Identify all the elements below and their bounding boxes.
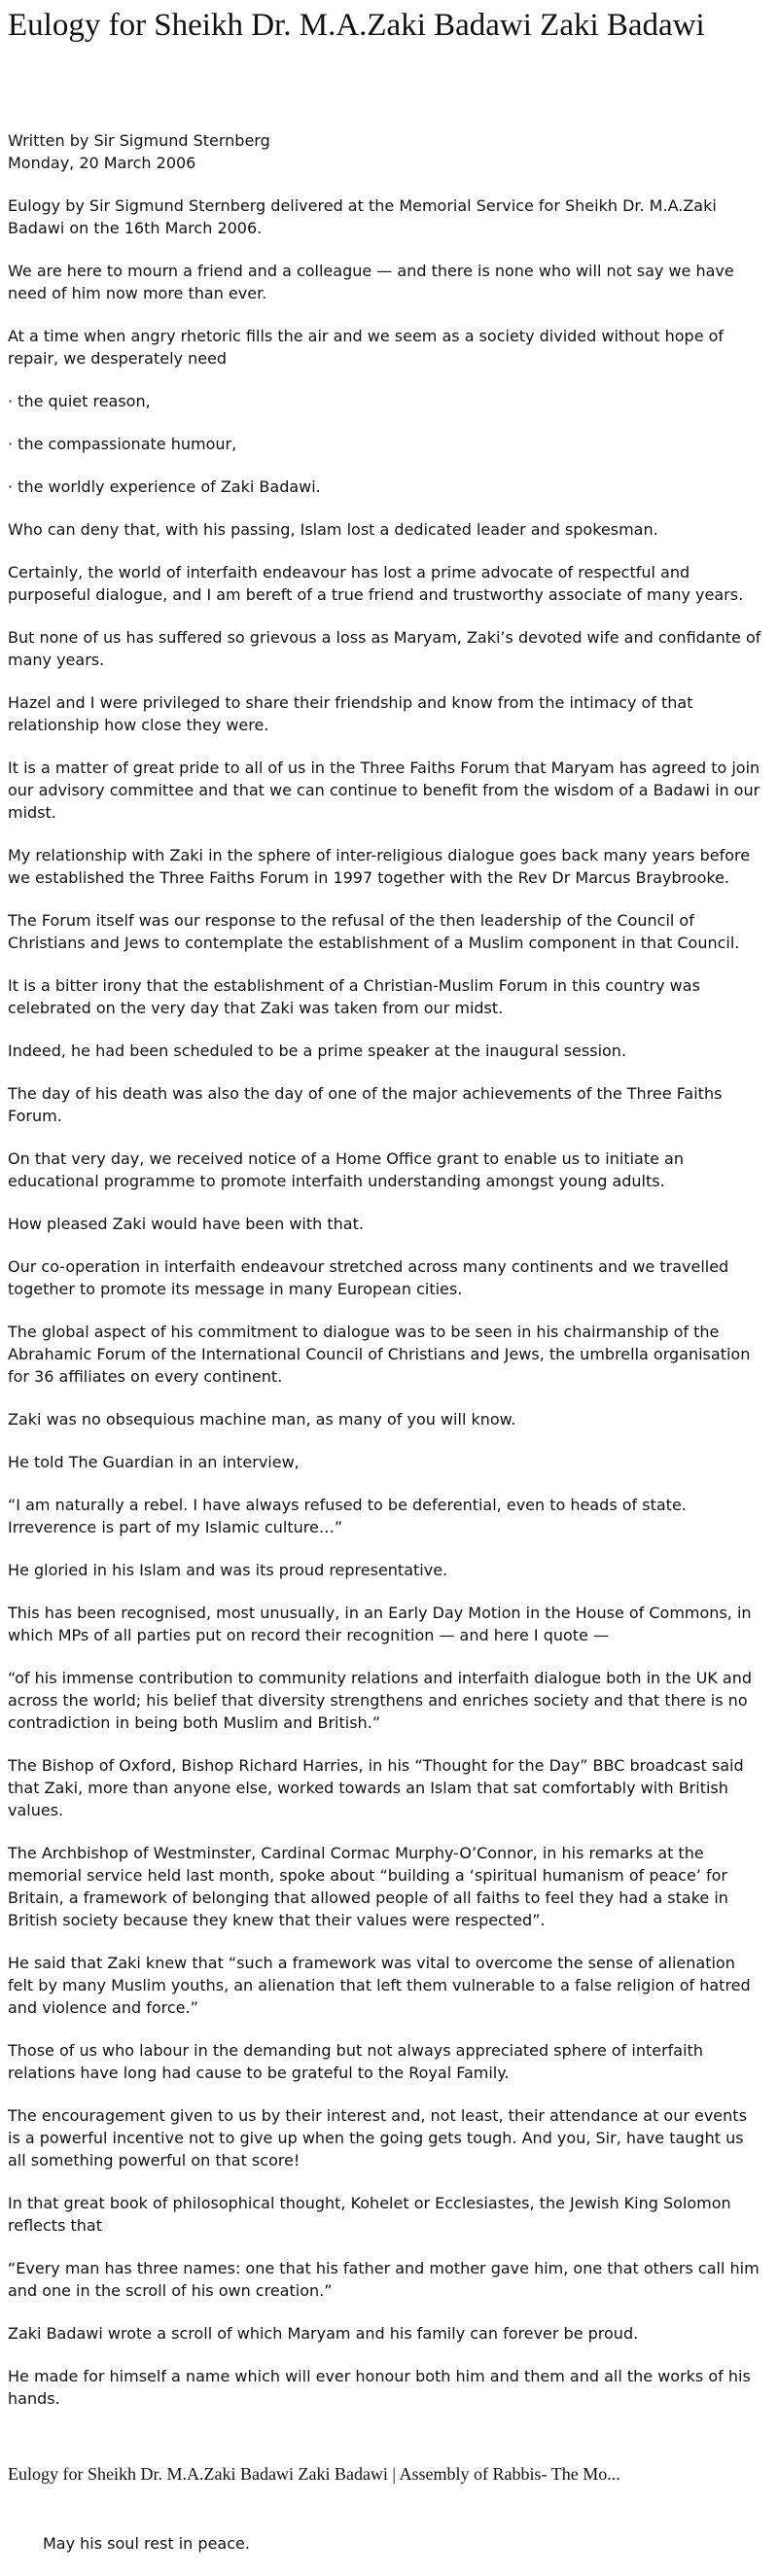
list-item: · the compassionate humour,	[8, 435, 237, 453]
paragraph: Indeed, he had been scheduled to be a prime speaker at the inaugural session.	[8, 1041, 627, 1060]
list-item: · the quiet reason,	[8, 392, 151, 410]
paragraph: He made for himself a name which will ever honour both him and them and all the works of his hands.	[8, 2367, 751, 2408]
paragraph: He said that Zaki knew that “such a framework was vital to overcome the sense of alienation felt by many Muslim youths, an alienation that left them vulnerable to a false religion of hatred and violence and force.”	[8, 1954, 751, 2017]
paragraph: It is a bitter irony that the establishment of a Christian-Muslim Forum in this country was celebrated on the very day that Zaki was taken from our midst.	[8, 976, 700, 1017]
paragraph: Who can deny that, with his passing, Islam lost a dedicated leader and spokesman.	[8, 520, 658, 539]
quotation: “Every man has three names: one that his father and mother gave him, one that others call him and one in the scroll of his own creation.”	[8, 2259, 760, 2300]
paragraph: The encouragement given to us by their interest and, not least, their attendance at our events is a powerful incentive not to give up when the going gets tough. And you, Sir, have taught us all something powerful on that score!	[8, 2106, 747, 2170]
list-item: · the worldly experience of Zaki Badawi.	[8, 477, 321, 496]
paragraph: This has been recognised, most unusually, in an Early Day Motion in the House of Commons, in which MPs of all parties put on record their recognition — and here I quote —	[8, 1604, 752, 1644]
paragraph: But none of us has suffered so grievous a loss as Maryam, Zaki’s devoted wife and confidante of many years.	[8, 628, 761, 669]
paragraph: The Bishop of Oxford, Bishop Richard Harries, in his “Thought for the Day” BBC broadcast said that Zaki, more than anyone else, worked towards an Islam that sat comfortably with British values.	[8, 1756, 744, 1819]
paragraph: We are here to mourn a friend and a colleague — and there is none who will not say we have need of him now more than ever.	[8, 262, 734, 302]
paragraph: He gloried in his Islam and was its proud representative.	[8, 1561, 448, 1579]
paragraph: How pleased Zaki would have been with that.	[8, 1215, 364, 1233]
paragraph: In that great book of philosophical thought, Kohelet or Ecclesiastes, the Jewish King Solomon reflects that	[8, 2194, 731, 2235]
paragraph: Certainly, the world of interfaith endeavour has lost a prime advocate of respectful and purposeful dialogue, and I am bereft of a true friend and trustworthy associate of many years.	[8, 563, 744, 604]
paragraph: The Forum itself was our response to the refusal of the then leadership of the Council of Christians and Jews to contemplate the establishment of a Muslim component in that Council.	[8, 911, 740, 952]
article-meta	[8, 129, 762, 174]
paragraph: At a time when angry rhetoric fills the air and we seem as a society divided without hope of repair, we desperately need	[8, 327, 725, 368]
author-line: Written by Sir Sigmund Sternberg	[8, 131, 270, 150]
paragraph: Eulogy by Sir Sigmund Sternberg delivered at the Memorial Service for Sheikh Dr. M.A.Zaki Badawi on the 16th March 2006.	[8, 196, 717, 237]
quotation: “I am naturally a rebel. I have always refused to be deferential, even to heads of state. Irreverence is part of my Islamic culture…”	[8, 1496, 687, 1536]
paragraph: My relationship with Zaki in the sphere of inter-religious dialogue goes back many years before we established the Three Faiths Forum in 1997 together with the Rev Dr Marcus Braybrooke.	[8, 846, 751, 887]
paragraph: The day of his death was also the day of one of the major achievements of the Three Faiths Forum.	[8, 1084, 723, 1125]
page-title: Eulogy for Sheikh Dr. M.A.Zaki Badawi Zaki Badawi	[8, 8, 705, 43]
paragraph: He told The Guardian in an interview,	[8, 1453, 300, 1471]
footer-page-title: Eulogy for Sheikh Dr. M.A.Zaki Badawi Zaki Badawi | Assembly of Rabbis- The Mo...	[8, 2464, 620, 2484]
paragraph: Zaki was no obsequious machine man, as many of you will know.	[8, 1410, 516, 1429]
paragraph: Hazel and I were privileged to share their friendship and know from the intimacy of that relationship how close they were.	[8, 693, 693, 734]
paragraph: Those of us who labour in the demanding but not always appreciated sphere of interfaith relations have long had cause to be grateful to the Royal Family.	[8, 2041, 703, 2082]
paragraph: Zaki Badawi wrote a scroll of which Maryam and his family can forever be proud.	[8, 2324, 639, 2343]
article-body	[8, 129, 762, 2430]
paragraph: The Archbishop of Westminster, Cardinal Cormac Murphy-O’Connor, in his remarks at the memorial service held last month, spoke about “building a ‘spiritual humanism of peace’ for Britain, a framework of belonging that allowed people of all faiths to feel they had a stake in British society because they knew that their values were respected”.	[8, 1844, 728, 1929]
paragraph: The global aspect of his commitment to dialogue was to be seen in his chairmanship of the Abrahamic Forum of the International Council of Christians and Jews, the umbrella organisation for 36 affiliates on every continent.	[8, 1323, 751, 1386]
paragraph: It is a matter of great pride to all of us in the Three Faiths Forum that Maryam has agreed to join our advisory committee and that we can continue to benefit from the wisdom of a Badawi in our midst.	[8, 759, 760, 822]
closing-line: May his soul rest in peace.	[43, 2534, 250, 2553]
date-line: Monday, 20 March 2006	[8, 154, 196, 172]
paragraph: Our co-operation in interfaith endeavour stretched across many continents and we travelled together to promote its message in many European cities.	[8, 1257, 729, 1298]
quotation: “of his immense contribution to community relations and interfaith dialogue both in the UK and across the world; his belief that diversity strengthens and enriches society and that there is no contradiction in being both Muslim and British.”	[8, 1669, 752, 1732]
paragraph: On that very day, we received notice of a Home Office grant to enable us to initiate an educational programme to promote interfaith understanding amongst young adults.	[8, 1149, 684, 1190]
